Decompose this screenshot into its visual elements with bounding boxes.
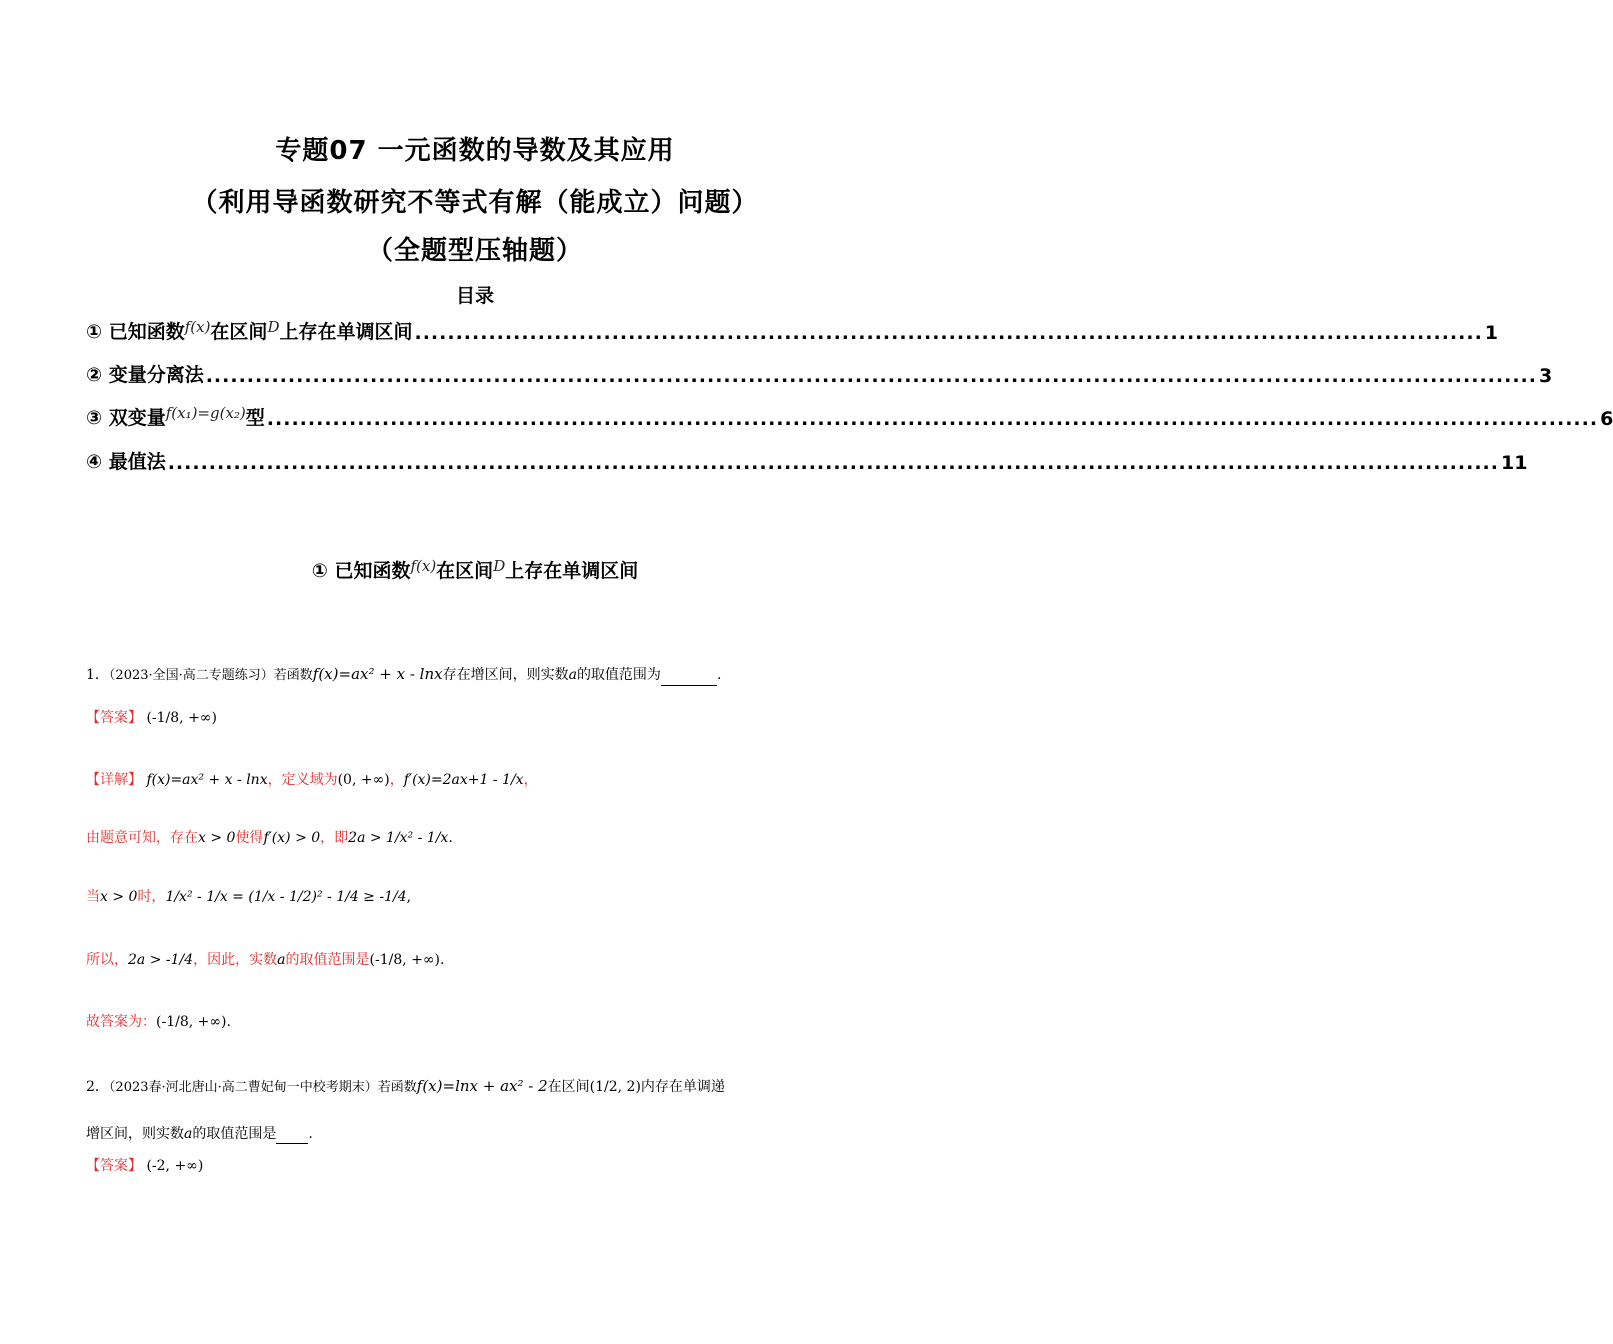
- question-1: 1．（2023·全国·高二专题练习）若函数f(x)=ax² + x - lnx存在增区间，则实数a的取值范围为 .: [86, 664, 721, 686]
- toc-leader: ..................................................................................................................................: [414, 322, 1483, 344]
- toc-item-label: ② 变量分离法: [86, 364, 204, 386]
- answer-value: (-2, +∞): [146, 1158, 204, 1174]
- detail-row-4: 所以，2a > -1/4，因此，实数a的取值范围是(-1/8, +∞).: [86, 952, 445, 968]
- detail-row-3: 当x > 0时，1/x² - 1/x = (1/x - 1/2)² - 1/4 ≥ -1/4,: [86, 889, 412, 905]
- toc-page-number: 1: [1484, 322, 1499, 344]
- detail-row-2: 由题意可知，存在x > 0使得f′(x) > 0，即2a > 1/x² - 1/x.: [86, 830, 453, 846]
- toc-page-number: 11: [1500, 452, 1528, 474]
- section-heading: ① 已知函数$^{f(x)}$在区间$^D$上存在单调区间: [311, 557, 639, 582]
- answer-value: (-1/8, +∞): [146, 710, 217, 726]
- toc-page-number: 6: [1600, 408, 1613, 430]
- toc-leader: ..................................................................................................................................................................: [167, 452, 1499, 474]
- toc-item-label: ③ 双变量$^{f(x_1)=g(x_2)}$型: [86, 404, 265, 429]
- answer-row-1: [86, 708, 217, 728]
- doc-title: 专题07 一元函数的导数及其应用: [275, 136, 675, 166]
- doc-subtitle: （利用导函数研究不等式有解（能成立）问题）: [191, 188, 759, 218]
- answer-blank: [661, 685, 717, 686]
- toc-item-1[interactable]: [86, 316, 1499, 344]
- answer-label: 【答案】: [86, 1158, 142, 1174]
- toc-item-label: ① 已知函数$^{f(x)}$在区间$^D$上存在单调区间: [86, 318, 413, 343]
- detail-row-1: 【详解】 f(x)=ax² + x - lnx，定义域为(0, +∞)，f′(x)=2ax+1 - 1/x，: [86, 772, 538, 788]
- doc-subtitle-type: （全题型压轴题）: [366, 236, 583, 266]
- answer-row-2: [86, 1156, 203, 1176]
- detail-label: 【详解】: [86, 772, 142, 788]
- toc-item-4[interactable]: [86, 446, 1528, 474]
- toc-item-2[interactable]: [86, 359, 1553, 387]
- toc-heading: 目录: [455, 285, 494, 307]
- toc-leader: ..................................................................................................................................................................: [266, 408, 1599, 430]
- answer-blank: [276, 1143, 308, 1144]
- question-2: 2．（2023春·河北唐山·高二曹妃甸一中校考期末）若函数f(x)=lnx + ax² - 2在区间(1/2, 2)内存在单调递: [86, 1077, 725, 1095]
- detail-row-5: 故答案为：(-1/8, +∞).: [86, 1014, 231, 1030]
- answer-label: 【答案】: [86, 710, 142, 726]
- toc-item-label: ④ 最值法: [86, 451, 166, 473]
- question-2-cont: 增区间，则实数a的取值范围是 .: [86, 1126, 313, 1142]
- toc-page-number: 3: [1538, 365, 1553, 387]
- toc-item-3[interactable]: [86, 402, 1613, 430]
- toc-leader: ..................................................................................................................................................................: [205, 365, 1537, 387]
